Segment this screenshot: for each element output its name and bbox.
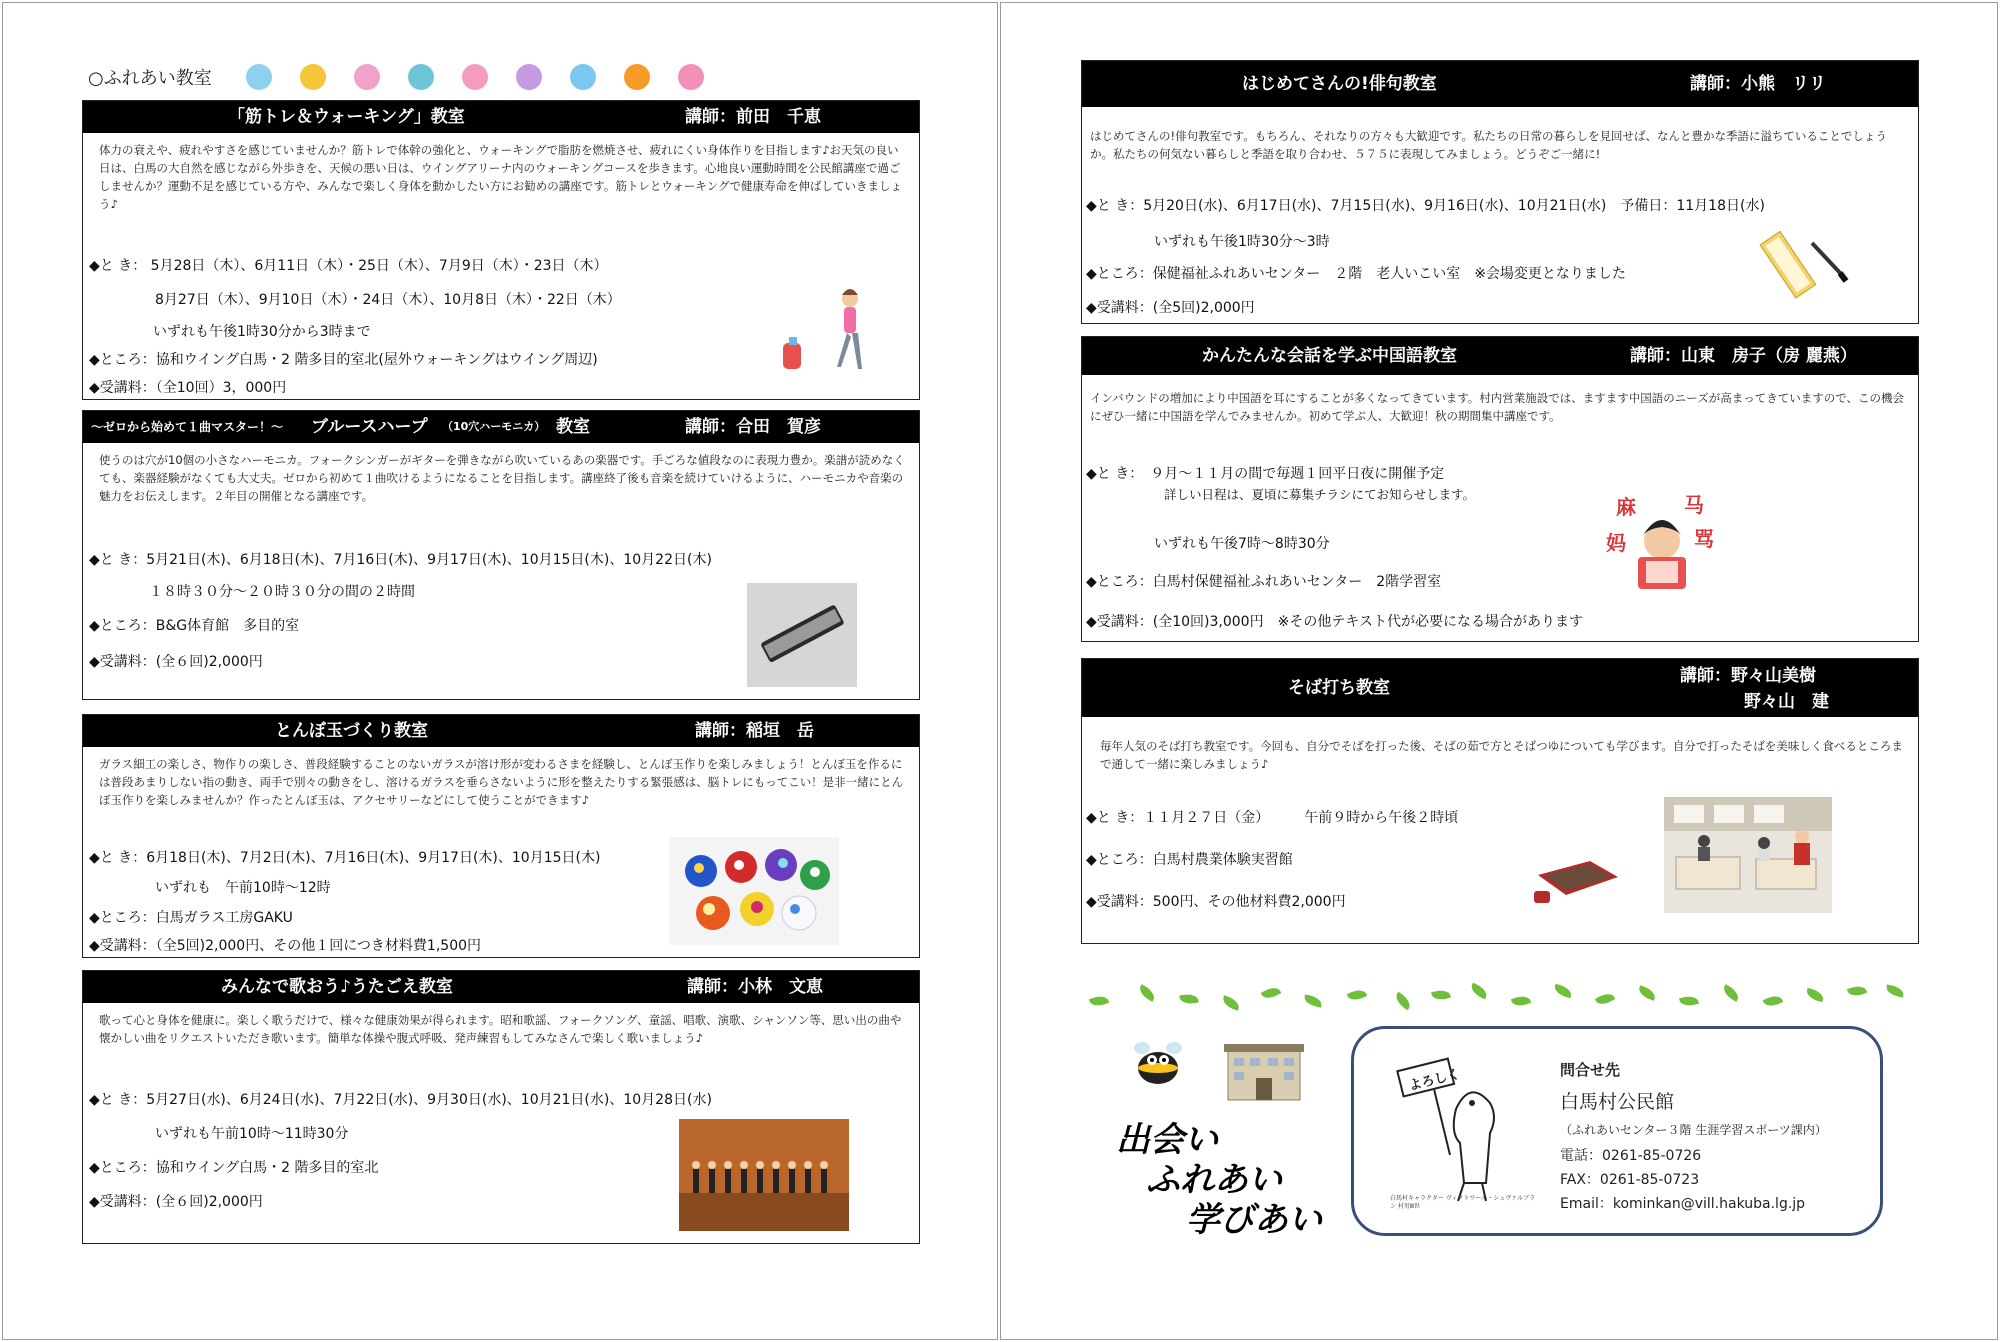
card-fee: ◆受講料：（全5回)2,000円、その他１回につき材料費1,500円 (89, 938, 482, 954)
building-illustration (1224, 1040, 1304, 1102)
course-card-chinese (1081, 336, 1919, 642)
contact-org: 白馬村公民館 (1560, 1091, 1675, 1113)
card-body (83, 133, 919, 213)
card-instructor: 講師：前田 千恵 (685, 107, 821, 127)
card-dates: ◆と き：１１月２７日（金） 午前９時から午後２時頃 (1086, 810, 1459, 826)
section-label: ○ふれあい教室 (88, 68, 212, 89)
card-description: 体力の衰えや、疲れやすさを感じていませんか？筋トレで体幹の強化と、ウォーキングで脂肪を燃焼させ、疲れにくい身体作りを目指します♪お天気の良い日は、白馬の大自然を感じながら外歩きを、天候の悪い日は、ウイングアリーナ内のウォーキングコースを歩きます。心地良い運動時間を公民館講座で過ごしませんか？運動不足を感じている方や、みんなで楽しく身体を動かしたい方にお勧めの講座です。筋トレとウォーキングで健康寿命を伸ばしていきましょう♪ (99, 143, 903, 211)
card-time: いずれも午後1時30分から3時まで (153, 324, 371, 340)
card-dates-continued: 8月27日（木）、9月10日（木）・24日（木）、10月8日（木）・22日（木） (155, 292, 621, 308)
card-place: ◆ところ：協和ウイング白馬・2 階多目的室北 (89, 1160, 379, 1176)
slogan-line-3: 学びあい (1186, 1200, 1322, 1240)
choir-stage-photo (679, 1119, 849, 1231)
card-header (1082, 659, 1918, 717)
flower-icon (678, 64, 704, 90)
course-card-haiku (1081, 60, 1919, 324)
card-title-suffix: 教室 (556, 417, 590, 437)
slogan-line-1: 出会い (1116, 1120, 1218, 1160)
card-fee: ◆受講料：(全６回)2,000円 (89, 654, 263, 670)
hakuba-mascot-illustration (1390, 1059, 1536, 1210)
card-fee: ◆受講料：(全5回)2,000円 (1086, 300, 1255, 316)
card-time: いずれも午前10時～11時30分 (155, 1126, 349, 1142)
card-description: 歌って心と身体を健康に。楽しく歌うだけで、様々な健康効果が得られます。昭和歌謡、フォークソング、童謡、唱歌、演歌、シャンソン等、思い出の曲や懐かしい曲をリクエストいただき歌います。簡単な体操や腹式呼吸、発声練習もしてみなさんで楽しく歌いましょう♪ (99, 1013, 902, 1045)
course-card-soba (1081, 658, 1919, 944)
flower-icon (624, 64, 650, 90)
card-body (83, 747, 919, 809)
card-header (83, 101, 919, 133)
card-body (83, 443, 919, 505)
course-card-blues-harp (82, 410, 920, 700)
card-dates: ◆と き：5月21日(木)、6月18日(木)、7月16日(木)、9月17日(木)、10月15日(木)、10月22日(木) (89, 552, 712, 568)
card-body (1082, 107, 1918, 163)
card-place: ◆ところ：B&G体育館 多目的室 (89, 618, 300, 634)
flower-icon (570, 64, 596, 90)
course-card-singing (82, 970, 920, 1244)
card-dates: ◆と き：5月27日(水)、6月24日(水)、7月22日(水)、9月30日(水)、10月21日(水)、10月28日(水) (89, 1092, 712, 1108)
card-title-prefix: ～ゼロから始めて１曲マスター！～ (91, 420, 284, 434)
course-card-tonbodama (82, 714, 920, 958)
card-body (1082, 717, 1918, 773)
card-place: ◆ところ：協和ウイング白馬・2 階多目的室北(屋外ウォーキングはウイング周辺) (89, 352, 598, 368)
card-time: いずれも 午前10時～12時 (155, 880, 331, 896)
card-dates-note: 詳しい日程は、夏頃に募集チラシにてお知らせします。 (1164, 487, 1476, 502)
card-instructor: 講師：山東 房子（房 麗燕） (1630, 346, 1857, 366)
card-fee: ◆受講料：(全６回)2,000円 (89, 1194, 263, 1210)
card-time: いずれも午後7時～8時30分 (1154, 536, 1330, 552)
flower-icon (246, 64, 272, 90)
contact-email[interactable]: Email：kominkan@vill.hakuba.lg.jp (1560, 1196, 1806, 1212)
flower-icon (516, 64, 542, 90)
contact-tel: 電話：0261-85-0726 (1560, 1148, 1702, 1164)
contact-sub: （ふれあいセンター３階 生涯学習スポーツ課内） (1560, 1123, 1827, 1137)
card-dates: ◆と き： ９月～１１月の間で毎週１回平日夜に開催予定 (1086, 466, 1445, 482)
flower-icon (354, 64, 380, 90)
slogan-line-2: ふれあい (1146, 1160, 1282, 1200)
chinese-char-3: 妈 (1606, 531, 1626, 555)
card-title-note: （10穴ハーモニカ） (442, 420, 546, 433)
card-description: インバウンドの増加により中国語を耳にすることが多くなってきています。村内営業施設では、ますます中国語のニーズが高まってきていますので、この機会にぜひ一緒に中国語を学んでみませんか。初めて学ぶ人、大歓迎！秋の期間集中講座です。 (1090, 391, 1904, 423)
card-title: そば打ち教室 (1288, 678, 1390, 698)
card-fee: ◆受講料：500円、その他材料費2,000円 (1086, 894, 1346, 910)
card-description: 使うのは穴が10個の小さなハーモニカ。フォークシンガーがギターを弾きながら吹いているあの楽器です。手ごろな値段なのに表現力豊か。楽譜が読めなくても、楽器経験がなくても大丈夫。ゼロから初めて１曲吹けるようになることを目指します。講座終了後も音楽を続けていけるように、ハーモニカや音楽の魅力をお伝えします。２年目の開催となる講座です。 (99, 453, 905, 503)
flower-decoration (246, 64, 746, 90)
chinese-char-4: 骂 (1694, 527, 1714, 551)
chinese-char-1: 麻 (1616, 495, 1636, 519)
soba-dish-illustration (1530, 855, 1622, 907)
mascot-caption: 白馬村キャラクター ヴィクトワール・シュヴァルブラン 村男Ⅲ世 (1390, 1195, 1536, 1210)
chinese-char-2: 马 (1684, 493, 1704, 517)
card-title: はじめてさんの!俳句教室 (1242, 74, 1437, 94)
card-body (83, 1003, 919, 1047)
card-instructor: 講師：合田 賀彦 (685, 417, 821, 437)
contact-fax: FAX：0261-85-0723 (1560, 1172, 1700, 1188)
tanzaku-brush-illustration (1754, 223, 1850, 295)
card-fee: ◆受講料：(全10回)3,000円 ※その他テキスト代が必要になる場合があります (1086, 614, 1584, 630)
card-title: ブルースハープ (311, 417, 428, 437)
card-fee: ◆受講料：（全10回）3，000円 (89, 380, 287, 396)
card-instructor-2: 野々山 建 (1744, 692, 1829, 712)
card-header (83, 715, 919, 747)
card-description: はじめてさんの!俳句教室です。もちろん、それなりの方々も大歓迎です。私たちの日常の暮らしを見回せば、なんと豊かな季語に溢ちていることでしょうか。私たちの何気ない暮らしと季語を取り合わせ、５７５に表現してみましょう。どうぞご一緒に! (1090, 129, 1887, 161)
card-title: とんぼ玉づくり教室 (275, 721, 428, 741)
flower-icon (300, 64, 326, 90)
card-body (1082, 375, 1918, 425)
card-title: 「筋トレ＆ウォーキング」教室 (228, 107, 465, 127)
glass-beads-photo (669, 837, 839, 945)
soba-class-photo (1664, 797, 1832, 913)
card-title: みんなで歌おう♪うたごえ教室 (221, 977, 453, 997)
course-card-fitness-walking (82, 100, 920, 400)
chinese-study-illustration (1602, 483, 1722, 593)
card-dates: ◆と き：5月20日(水)、6月17日(水)、7月15日(水)、9月16日(水)、10月21日(水) 予備日：11月18日(水) (1086, 198, 1765, 214)
bee-mascot-illustration (1128, 1038, 1186, 1088)
card-instructor: 講師：稲垣 岳 (695, 721, 814, 741)
card-dates: ◆と き：6月18日(木)、7月2日(木)、7月16日(木)、9月17日(木)、10月15日(木) (89, 850, 601, 866)
contact-heading: 問合せ先 (1560, 1061, 1621, 1079)
card-title: かんたんな会話を学ぶ中国語教室 (1202, 346, 1457, 366)
card-description: 毎年人気のそば打ち教室です。今回も、自分でそばを打った後、そばの茹で方とそばつゆについても学びます。自分で打ったそばを美味しく食べるところまで通して一緒に楽しみましょう♪ (1100, 739, 1903, 771)
mascot-sign-text: よろしく (1407, 1066, 1462, 1095)
card-header (1082, 61, 1918, 107)
card-header (83, 971, 919, 1003)
card-instructor: 講師：野々山美樹 (1680, 666, 1816, 686)
card-time: いずれも午後1時30分～3時 (1154, 234, 1330, 250)
walking-woman-illustration (781, 279, 877, 389)
card-dates: ◆と き： 5月28日（木）、6月11日（木）・25日（木）、7月9日（木）・23日（木） (89, 258, 608, 274)
card-instructor: 講師：小林 文恵 (687, 977, 823, 997)
harmonica-photo (747, 583, 857, 687)
card-header (83, 411, 919, 443)
card-place: ◆ところ：保健福祉ふれあいセンター ２階 老人いこい室 ※会場変更となりました (1086, 266, 1626, 282)
flower-icon (462, 64, 488, 90)
card-description: ガラス細工の楽しさ、物作りの楽しさ、普段経験することのないガラスが溶け形が変わるさまを経験し、とんぼ玉作りを楽しみましょう！とんぼ玉を作るには普段あまりしない指の動き、両手で別々の動きをし、溶けるガラスを垂らさないように形を整えたりする緊張感は、脳トレにもってこい！是非一緒にとんぼ玉作りを楽しみませんか？作ったとんぼ玉は、アクセサリーなどにして使うことができます♪ (99, 757, 904, 807)
card-instructor: 講師：小熊 リリ (1690, 74, 1826, 94)
card-time: １８時３０分～２０時３０分の間の２時間 (149, 584, 415, 600)
card-place: ◆ところ：白馬ガラス工房GAKU (89, 910, 293, 926)
flower-icon (408, 64, 434, 90)
card-place: ◆ところ：白馬村農業体験実習館 (1086, 852, 1293, 868)
contact-box (1351, 1026, 1883, 1236)
card-place: ◆ところ：白馬村保健福祉ふれあいセンター 2階学習室 (1086, 574, 1442, 590)
card-header (1082, 337, 1918, 375)
